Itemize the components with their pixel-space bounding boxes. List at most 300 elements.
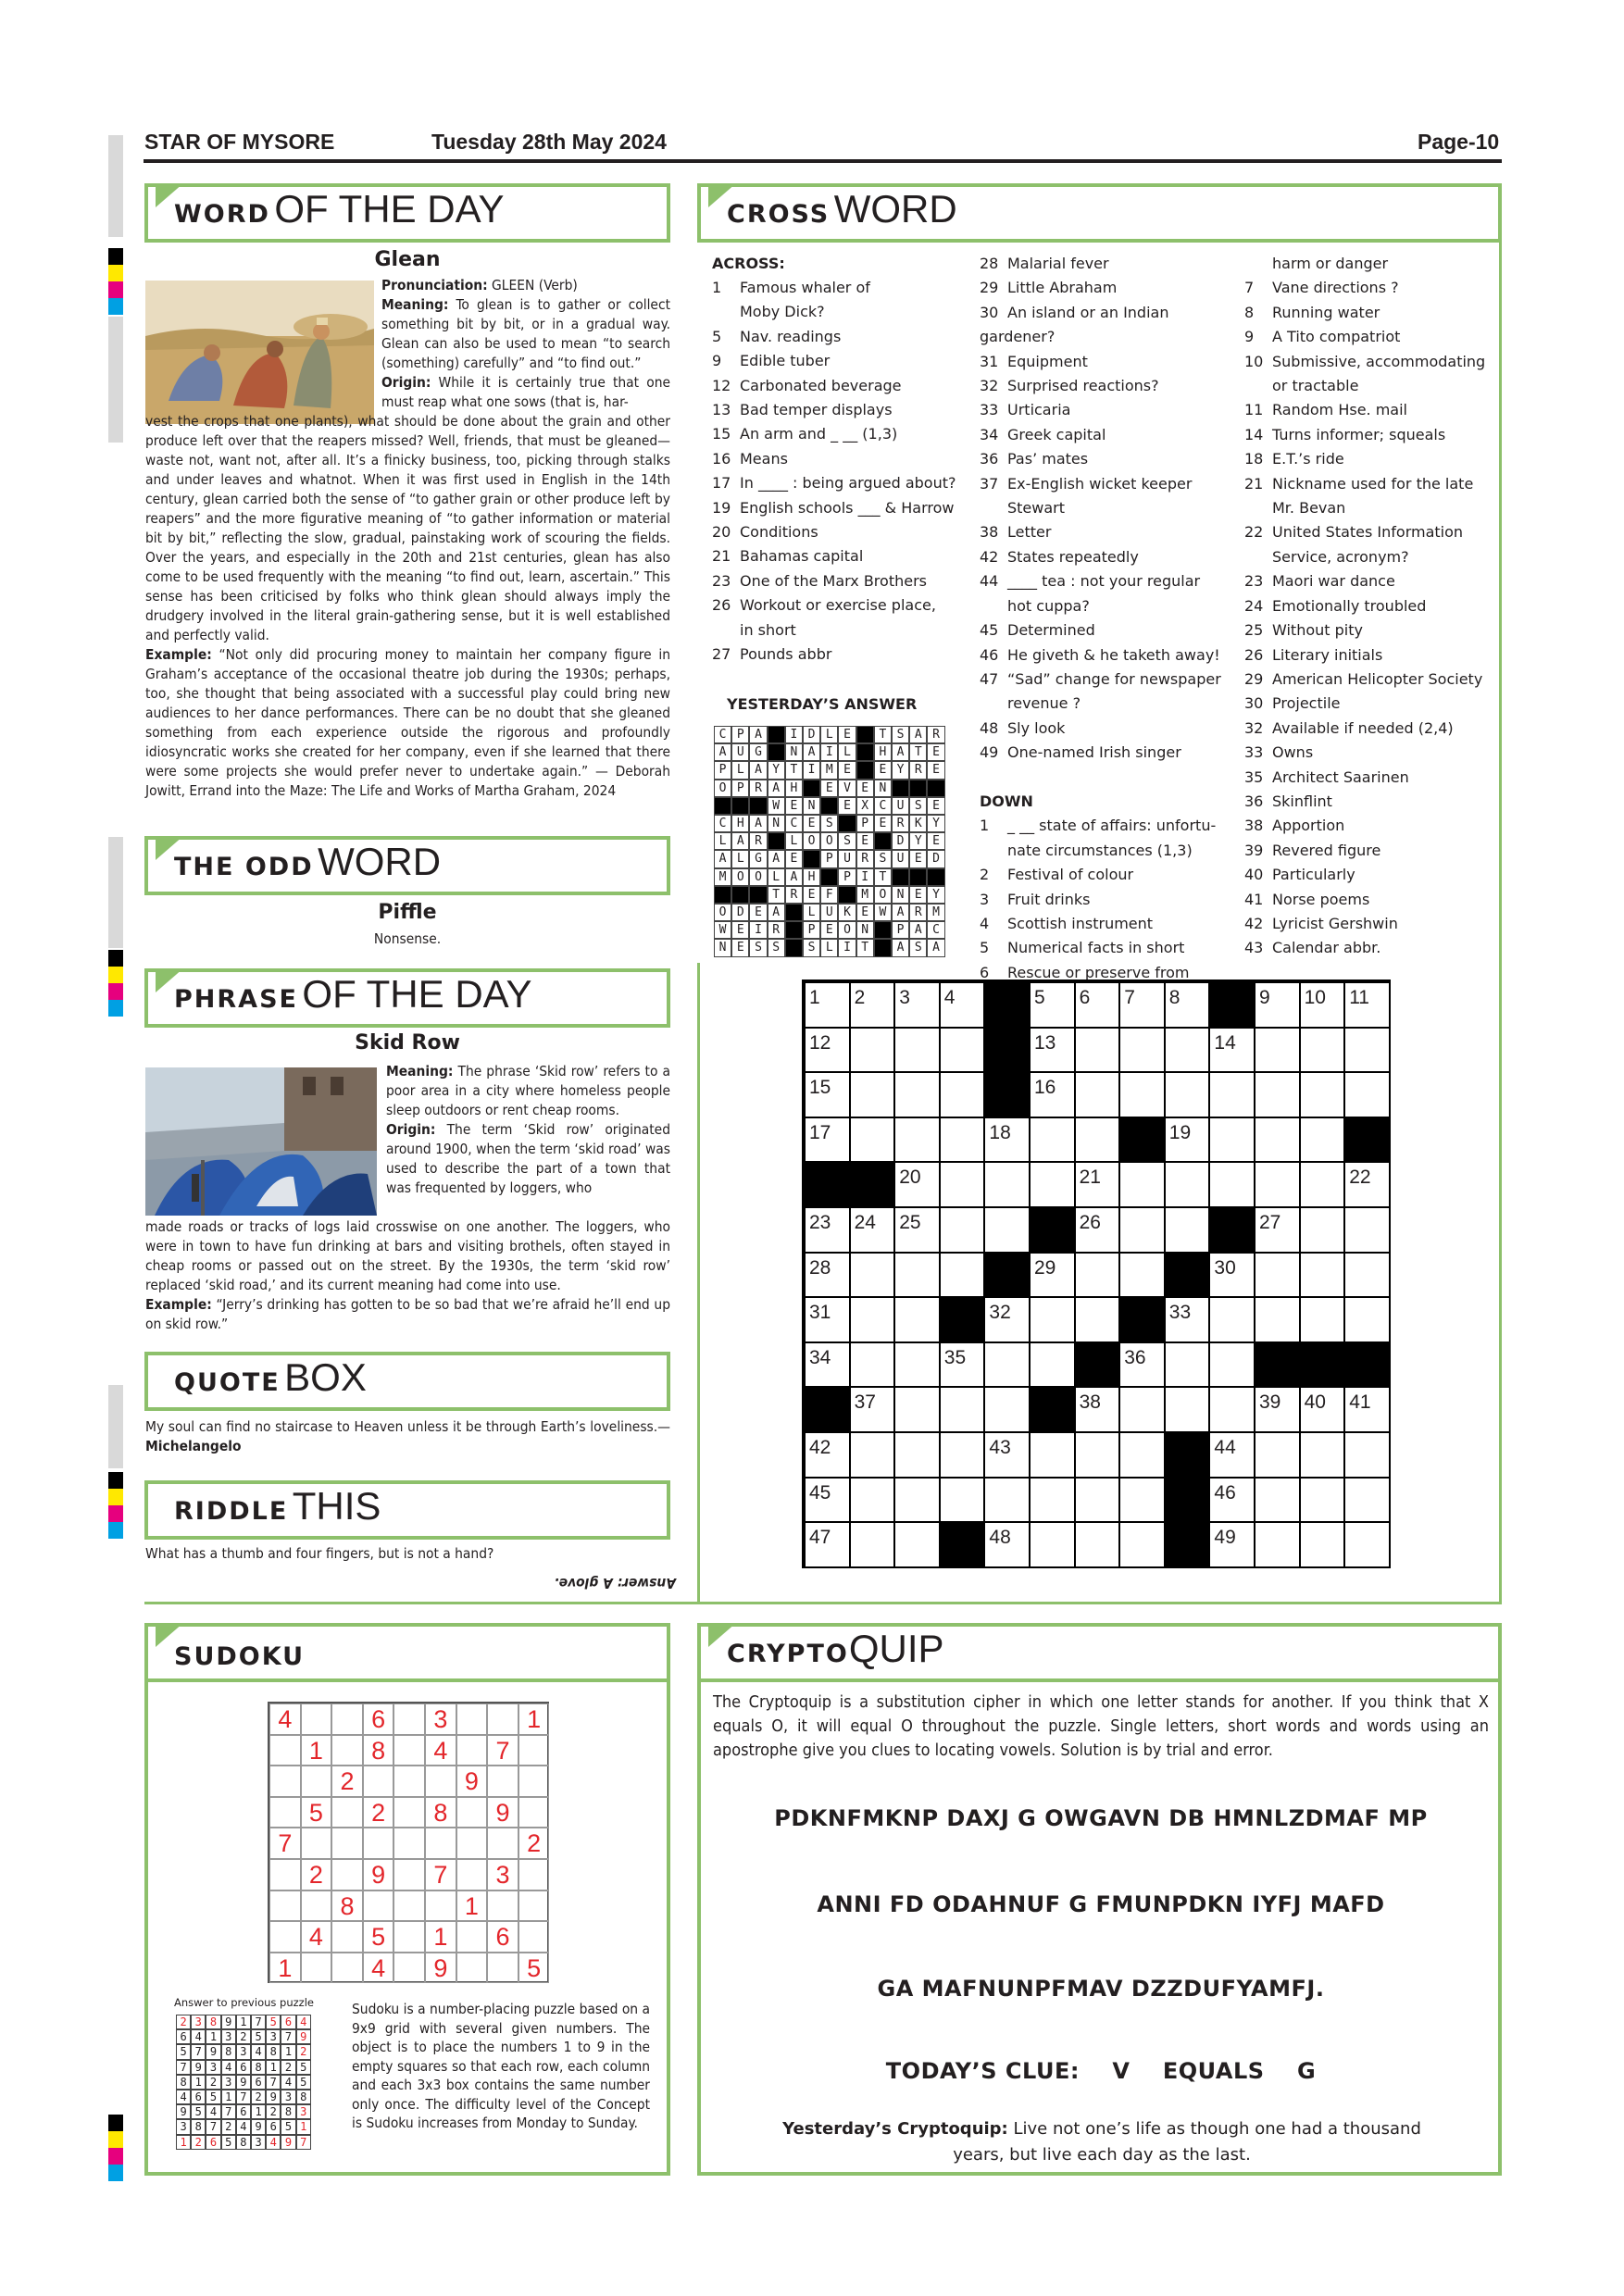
clue-text: Equipment: [1007, 352, 1088, 370]
crossword-cell[interactable]: [1255, 1522, 1300, 1567]
answer-cell: G: [749, 743, 767, 761]
sudoku-cell[interactable]: [425, 1890, 456, 1922]
crossword-cell[interactable]: [1075, 1522, 1120, 1567]
clue-text: ____ tea : not your regular: [1007, 572, 1201, 591]
crossword-cell[interactable]: [1300, 1432, 1345, 1478]
clue-text: Lyricist Gershwin: [1272, 914, 1398, 932]
sudoku-cell[interactable]: [331, 1828, 363, 1859]
cryptoquip-clue: TODAY’S CLUE: V EQUALS G: [885, 2058, 1317, 2084]
crossword-cell[interactable]: [894, 1028, 940, 1073]
header-title: THE ODD WORD: [174, 840, 442, 883]
crossword-cell[interactable]: [894, 1387, 940, 1432]
clue-item: [980, 643, 1230, 668]
sudoku-cell: 1: [301, 1735, 332, 1766]
clue-item: [712, 422, 971, 446]
crossword-cell[interactable]: 45: [805, 1478, 850, 1523]
answer-cell: T: [785, 761, 803, 779]
crossword-cell[interactable]: [1075, 1117, 1120, 1163]
previous-answer-cell: 5: [206, 2090, 220, 2104]
crossword-cell[interactable]: [940, 1432, 985, 1478]
sudoku-cell[interactable]: [425, 1828, 456, 1859]
crossword-cell[interactable]: [940, 1478, 985, 1523]
answer-cell: E: [820, 780, 838, 797]
crossword-cell[interactable]: 16: [1030, 1072, 1075, 1117]
answer-cell: L: [768, 868, 785, 886]
crossword-cell[interactable]: [984, 1207, 1030, 1253]
sudoku-cell: 7: [425, 1859, 456, 1890]
sudoku-cell[interactable]: [363, 1766, 394, 1797]
crossword-cell[interactable]: [984, 1162, 1030, 1207]
crossword-cell[interactable]: [1119, 1072, 1165, 1117]
sudoku-cell: 8: [425, 1797, 456, 1828]
crossword-cell[interactable]: 28: [805, 1253, 850, 1298]
sudoku-cell[interactable]: [487, 1703, 518, 1735]
previous-answer-cell: 2: [236, 2029, 251, 2044]
crossword-cell[interactable]: [1030, 1162, 1075, 1207]
crossword-cell[interactable]: 17: [805, 1117, 850, 1163]
crossword-cell[interactable]: [1030, 1478, 1075, 1523]
sudoku-cell[interactable]: [456, 1921, 488, 1953]
clue-number: 48: [980, 718, 999, 737]
answer-cell: A: [731, 832, 749, 850]
clue-text: Urticaria: [1007, 401, 1071, 419]
crossword-cell[interactable]: [894, 1478, 940, 1523]
crossword-cell[interactable]: 31: [805, 1297, 850, 1342]
answer-cell: P: [731, 780, 749, 797]
previous-answer-cell: 3: [221, 2075, 236, 2090]
crossword-cell[interactable]: 23: [805, 1207, 850, 1253]
crossword-cell[interactable]: [850, 1478, 895, 1523]
sudoku-cell[interactable]: [269, 1797, 301, 1828]
crossword-block: [1119, 1297, 1165, 1342]
previous-answer-cell: 8: [221, 2044, 236, 2059]
crossword-cell[interactable]: [1165, 1028, 1210, 1073]
sudoku-cell[interactable]: [518, 1735, 550, 1766]
crossword-cell[interactable]: [1300, 1478, 1345, 1523]
clue-item: [980, 301, 1230, 350]
crossword-cell[interactable]: 13: [1030, 1028, 1075, 1073]
sudoku-cell[interactable]: [394, 1890, 425, 1922]
crossword-cell[interactable]: [1030, 1117, 1075, 1163]
crossword-cell[interactable]: [1119, 1162, 1165, 1207]
crossword-cell[interactable]: 37: [850, 1387, 895, 1432]
crossword-cell[interactable]: 34: [805, 1342, 850, 1388]
crossword-cell[interactable]: [1300, 1522, 1345, 1567]
crossword-cell[interactable]: [894, 1297, 940, 1342]
clue-text: Vane directions ?: [1272, 279, 1399, 297]
answer-cell: E: [731, 921, 749, 939]
crossword-cell[interactable]: [1119, 1207, 1165, 1253]
crossword-cell[interactable]: [894, 1432, 940, 1478]
sudoku-cell[interactable]: [363, 1890, 394, 1922]
answer-cell: U: [838, 850, 856, 867]
crossword-block: [984, 982, 1030, 1028]
crossword-cell[interactable]: 41: [1344, 1387, 1390, 1432]
previous-answer-cell: 6: [281, 2015, 295, 2029]
clue-item: [1244, 717, 1504, 741]
crossword-cell[interactable]: 14: [1209, 1028, 1255, 1073]
clue-number: 2: [980, 866, 990, 884]
sudoku-cell[interactable]: [269, 1735, 301, 1766]
crossword-cell[interactable]: 4: [940, 982, 985, 1028]
sudoku-cell[interactable]: [363, 1828, 394, 1859]
crossword-cell[interactable]: 18: [984, 1117, 1030, 1163]
sudoku-cell: 4: [425, 1735, 456, 1766]
clue-number: 30: [1244, 694, 1264, 713]
crossword-cell[interactable]: 3: [894, 982, 940, 1028]
previous-answer-cell: 4: [176, 2090, 191, 2104]
crossword-cell[interactable]: [1344, 1072, 1390, 1117]
crossword-cell[interactable]: [894, 1072, 940, 1117]
previous-answer-cell: 8: [191, 2119, 206, 2134]
crossword-cell[interactable]: 32: [984, 1297, 1030, 1342]
crossword-cell[interactable]: [984, 1387, 1030, 1432]
clue-number: 23: [712, 571, 731, 590]
answer-cell: E: [927, 832, 944, 850]
clue-column-2: [980, 252, 1230, 985]
crossword-cell[interactable]: [1255, 1297, 1300, 1342]
crossword-block: [805, 1162, 850, 1207]
header-title: CROSS WORD: [727, 187, 957, 231]
clue-item: [712, 471, 971, 495]
crossword-cell[interactable]: 12: [805, 1028, 850, 1073]
crossword-block: [1119, 1117, 1165, 1163]
crossword-cell[interactable]: [1255, 1478, 1300, 1523]
clue-item: [980, 252, 1230, 276]
crossword-cell[interactable]: 44: [1209, 1432, 1255, 1478]
crossword-cell[interactable]: [1344, 1432, 1390, 1478]
crossword-cell[interactable]: 6: [1075, 982, 1120, 1028]
answer-cell: E: [749, 904, 767, 921]
sudoku-cell[interactable]: [269, 1890, 301, 1922]
crossword-cell[interactable]: [1300, 1028, 1345, 1073]
crossword-cell[interactable]: [940, 1387, 985, 1432]
clue-number: 42: [1244, 914, 1264, 932]
crossword-cell[interactable]: [1119, 1253, 1165, 1298]
clue-item: [1244, 520, 1504, 544]
answer-cell: I: [856, 868, 874, 886]
crossword-cell[interactable]: [1119, 1432, 1165, 1478]
crossword-cell[interactable]: [1344, 1207, 1390, 1253]
sudoku-cell: 5: [301, 1797, 332, 1828]
crossword-cell[interactable]: [1344, 1297, 1390, 1342]
sudoku-cell[interactable]: [456, 1828, 488, 1859]
crossword-cell[interactable]: [1255, 1432, 1300, 1478]
crossword-cell[interactable]: [1165, 1342, 1210, 1388]
crossword-cell[interactable]: [1165, 1207, 1210, 1253]
sudoku-cell[interactable]: [331, 1797, 363, 1828]
crossword-cell[interactable]: 21: [1075, 1162, 1120, 1207]
clue-item: DOWN: [980, 792, 1033, 810]
answer-cell: A: [768, 780, 785, 797]
crossword-cell[interactable]: [1075, 1297, 1120, 1342]
sudoku-cell[interactable]: [394, 1859, 425, 1890]
clue-number: 3: [980, 890, 990, 908]
crossword-cell[interactable]: 24: [850, 1207, 895, 1253]
crossword-cell[interactable]: [1344, 1253, 1390, 1298]
crossword-cell[interactable]: 46: [1209, 1478, 1255, 1523]
crossword-cell[interactable]: [1030, 1522, 1075, 1567]
crossword-cell[interactable]: 48: [984, 1522, 1030, 1567]
crossword-cell[interactable]: [1300, 1253, 1345, 1298]
crossword-cell[interactable]: [1344, 1478, 1390, 1523]
crossword-cell[interactable]: [940, 1253, 985, 1298]
answer-cell: E: [927, 797, 944, 815]
sudoku-cell[interactable]: [487, 1953, 518, 1984]
answer-cell: O: [803, 832, 820, 850]
crossword-cell[interactable]: [1075, 1432, 1120, 1478]
sudoku-cell[interactable]: [301, 1890, 332, 1922]
sudoku-cell[interactable]: [394, 1953, 425, 1984]
crossword-cell[interactable]: [850, 1297, 895, 1342]
crossword-cell[interactable]: [1119, 1387, 1165, 1432]
crossword-cell[interactable]: 49: [1209, 1522, 1255, 1567]
crossword-cell[interactable]: [894, 1522, 940, 1567]
sudoku-cell[interactable]: [518, 1890, 550, 1922]
clue-item: [980, 276, 1230, 300]
sudoku-cell[interactable]: [269, 1921, 301, 1953]
sudoku-cell[interactable]: [301, 1766, 332, 1797]
sudoku-cell[interactable]: [301, 1953, 332, 1984]
clue-text: Owns: [1272, 743, 1314, 762]
crossword-cell[interactable]: [940, 1162, 985, 1207]
crossword-cell[interactable]: 5: [1030, 982, 1075, 1028]
crossword-cell[interactable]: [940, 1207, 985, 1253]
previous-answer-cell: 1: [251, 2104, 266, 2119]
crossword-cell[interactable]: [850, 1342, 895, 1388]
crossword-cell[interactable]: [1165, 1162, 1210, 1207]
crossword-cell[interactable]: [1119, 1522, 1165, 1567]
crossword-cell[interactable]: 38: [1075, 1387, 1120, 1432]
clue-number: 49: [980, 743, 999, 762]
crossword-cell[interactable]: 20: [894, 1162, 940, 1207]
sudoku-cell[interactable]: [456, 1735, 488, 1766]
crossword-cell[interactable]: [850, 1117, 895, 1163]
riddle-question: What has a thumb and four fingers, but is not a hand?: [145, 1545, 494, 1562]
crossword-cell[interactable]: [1255, 1117, 1300, 1163]
crossword-cell[interactable]: [1344, 1028, 1390, 1073]
crossword-cell[interactable]: [1209, 1342, 1255, 1388]
crossword-cell[interactable]: [850, 1253, 895, 1298]
clue-item: [980, 912, 1230, 936]
crossword-cell[interactable]: [1030, 1297, 1075, 1342]
clue-item: [1244, 423, 1504, 447]
clue-item: [980, 423, 1230, 447]
answer-cell: W: [714, 921, 731, 939]
crossword-cell[interactable]: 25: [894, 1207, 940, 1253]
sudoku-cell[interactable]: [331, 1703, 363, 1735]
word-of-day-header: [144, 183, 670, 243]
sudoku-cell[interactable]: [425, 1766, 456, 1797]
crossword-cell[interactable]: 1: [805, 982, 850, 1028]
sudoku-cell[interactable]: [394, 1766, 425, 1797]
crossword-cell[interactable]: [1255, 1028, 1300, 1073]
crossword-cell[interactable]: [940, 1028, 985, 1073]
previous-answer-cell: 9: [176, 2104, 191, 2119]
sudoku-cell[interactable]: [331, 1921, 363, 1953]
previous-answer-cell: 8: [296, 2090, 311, 2104]
crossword-cell[interactable]: 19: [1165, 1117, 1210, 1163]
crossword-cell[interactable]: [1119, 1478, 1165, 1523]
clue-item: [1244, 888, 1504, 912]
crossword-cell[interactable]: 42: [805, 1432, 850, 1478]
previous-answer-cell: 5: [191, 2104, 206, 2119]
sudoku-cell[interactable]: [518, 1766, 550, 1797]
crossword-cell[interactable]: 26: [1075, 1207, 1120, 1253]
crossword-cell[interactable]: 15: [805, 1072, 850, 1117]
sudoku-cell[interactable]: [394, 1797, 425, 1828]
crossword-cell[interactable]: [1030, 1432, 1075, 1478]
crossword-cell[interactable]: 39: [1255, 1387, 1300, 1432]
answer-cell: C: [874, 797, 892, 815]
sudoku-cell[interactable]: [487, 1828, 518, 1859]
clue-item: [1244, 643, 1504, 668]
answer-block: [874, 939, 892, 956]
sudoku-cell[interactable]: [269, 1766, 301, 1797]
previous-answer-cell: 2: [281, 2060, 295, 2075]
answer-cell: A: [803, 743, 820, 761]
crossword-cell[interactable]: [984, 1342, 1030, 1388]
crossword-cell[interactable]: [1255, 1162, 1300, 1207]
previous-answer-cell: 1: [206, 2029, 220, 2044]
answer-cell: Y: [909, 832, 927, 850]
crossword-cell[interactable]: [1165, 1387, 1210, 1432]
clue-item: [712, 520, 971, 544]
crossword-cell[interactable]: [850, 1432, 895, 1478]
crossword-cell[interactable]: 29: [1030, 1253, 1075, 1298]
crossword-cell[interactable]: 7: [1119, 982, 1165, 1028]
crossword-cell[interactable]: [850, 1072, 895, 1117]
crossword-cell[interactable]: [1075, 1072, 1120, 1117]
answer-cell: Y: [927, 815, 944, 832]
answer-cell: E: [856, 780, 874, 797]
crossword-cell[interactable]: [1209, 1387, 1255, 1432]
crossword-cell[interactable]: [1075, 1028, 1120, 1073]
sudoku-cell[interactable]: [487, 1890, 518, 1922]
crossword-cell[interactable]: [1209, 1297, 1255, 1342]
previous-answer-cell: 6: [191, 2090, 206, 2104]
crossword-cell[interactable]: 36: [1119, 1342, 1165, 1388]
crossword-cell[interactable]: [1300, 1162, 1345, 1207]
clue-item: [980, 668, 1230, 692]
clue-item: [980, 863, 1230, 887]
previous-answer-cell: 3: [221, 2029, 236, 2044]
sudoku-cell[interactable]: [456, 1797, 488, 1828]
crossword-cell[interactable]: [1300, 1117, 1345, 1163]
clue-text: One of the Marx Brothers: [740, 571, 927, 590]
crossword-cell[interactable]: 47: [805, 1522, 850, 1567]
clue-text: Turns informer; squeals: [1272, 425, 1446, 443]
crossword-cell[interactable]: [1075, 1253, 1120, 1298]
sudoku-cell[interactable]: [331, 1953, 363, 1984]
sudoku-cell[interactable]: [394, 1703, 425, 1735]
sudoku-cell[interactable]: [394, 1828, 425, 1859]
clue-text: harm or danger: [1272, 255, 1389, 272]
sudoku-cell[interactable]: [331, 1859, 363, 1890]
crossword-cell[interactable]: 11: [1344, 982, 1390, 1028]
sudoku-cell[interactable]: [518, 1797, 550, 1828]
sudoku-cell[interactable]: [487, 1766, 518, 1797]
crossword-cell[interactable]: [894, 1253, 940, 1298]
crossword-cell[interactable]: [894, 1342, 940, 1388]
clue-number: 21: [1244, 474, 1264, 493]
crossword-cell[interactable]: 33: [1165, 1297, 1210, 1342]
sudoku-cell[interactable]: [518, 1859, 550, 1890]
sudoku-cell[interactable]: [456, 1953, 488, 1984]
sudoku-cell[interactable]: [301, 1703, 332, 1735]
crossword-cell[interactable]: 30: [1209, 1253, 1255, 1298]
crossword-cell[interactable]: [1209, 1117, 1255, 1163]
sudoku-cell[interactable]: [301, 1828, 332, 1859]
answer-cell: N: [856, 921, 874, 939]
crossword-cell[interactable]: [1300, 1207, 1345, 1253]
crossword-cell[interactable]: [1165, 1072, 1210, 1117]
clue-text: Bahamas capital: [740, 547, 864, 566]
sudoku-cell[interactable]: [456, 1859, 488, 1890]
clue-text: Ex-English wicket keeper: [1007, 474, 1193, 493]
masthead-rule: [144, 159, 1502, 163]
crossword-cell[interactable]: [850, 1522, 895, 1567]
sudoku-cell[interactable]: [456, 1703, 488, 1735]
crossword-cell[interactable]: [940, 1117, 985, 1163]
crossword-cell[interactable]: [1119, 1028, 1165, 1073]
crossword-cell[interactable]: 27: [1255, 1207, 1300, 1253]
crossword-cell[interactable]: [894, 1117, 940, 1163]
crossword-cell[interactable]: 40: [1300, 1387, 1345, 1432]
crossword-block: [805, 1387, 850, 1432]
crossword-cell[interactable]: [850, 1028, 895, 1073]
crossword-cell[interactable]: [1255, 1072, 1300, 1117]
crossword-cell[interactable]: 2: [850, 982, 895, 1028]
sudoku-cell[interactable]: [394, 1921, 425, 1953]
clue-text: Revered figure: [1272, 841, 1381, 859]
crossword-cell[interactable]: [940, 1072, 985, 1117]
sudoku-cell[interactable]: [394, 1735, 425, 1766]
sudoku-cell[interactable]: [269, 1859, 301, 1890]
clue-number: 9: [1244, 328, 1255, 346]
crossword-cell[interactable]: 35: [940, 1342, 985, 1388]
crossword-cell[interactable]: [1075, 1478, 1120, 1523]
crossword-cell[interactable]: 9: [1255, 982, 1300, 1028]
crossword-block: [1165, 1522, 1210, 1567]
previous-answer-cell: 7: [221, 2104, 236, 2119]
crossword-cell[interactable]: [984, 1478, 1030, 1523]
crossword-cell[interactable]: 22: [1344, 1162, 1390, 1207]
crossword-cell[interactable]: [1300, 1297, 1345, 1342]
answer-cell: N: [768, 815, 785, 832]
crossword-cell[interactable]: 10: [1300, 982, 1345, 1028]
crossword-cell[interactable]: [1209, 1072, 1255, 1117]
answer-cell: U: [731, 743, 749, 761]
crossword-block: [1344, 1117, 1390, 1163]
crossword-cell[interactable]: 43: [984, 1432, 1030, 1478]
crossword-cell[interactable]: [1300, 1072, 1345, 1117]
previous-answer-cell: 4: [296, 2015, 311, 2029]
sudoku-cell: 6: [363, 1703, 394, 1735]
sudoku-cell[interactable]: [331, 1735, 363, 1766]
clue-text: A Tito compatriot: [1272, 328, 1401, 346]
color-mark-cyan: [108, 298, 123, 315]
previous-answer-cell: 2: [176, 2015, 191, 2029]
crossword-cell[interactable]: [1030, 1342, 1075, 1388]
sudoku-cell: 3: [425, 1703, 456, 1735]
crossword-cell[interactable]: 8: [1165, 982, 1210, 1028]
sudoku-cell[interactable]: [518, 1921, 550, 1953]
crossword-cell[interactable]: [1209, 1162, 1255, 1207]
crossword-cell[interactable]: [1344, 1522, 1390, 1567]
clue-text: Fruit drinks: [1007, 890, 1091, 908]
crossword-cell[interactable]: [1255, 1253, 1300, 1298]
